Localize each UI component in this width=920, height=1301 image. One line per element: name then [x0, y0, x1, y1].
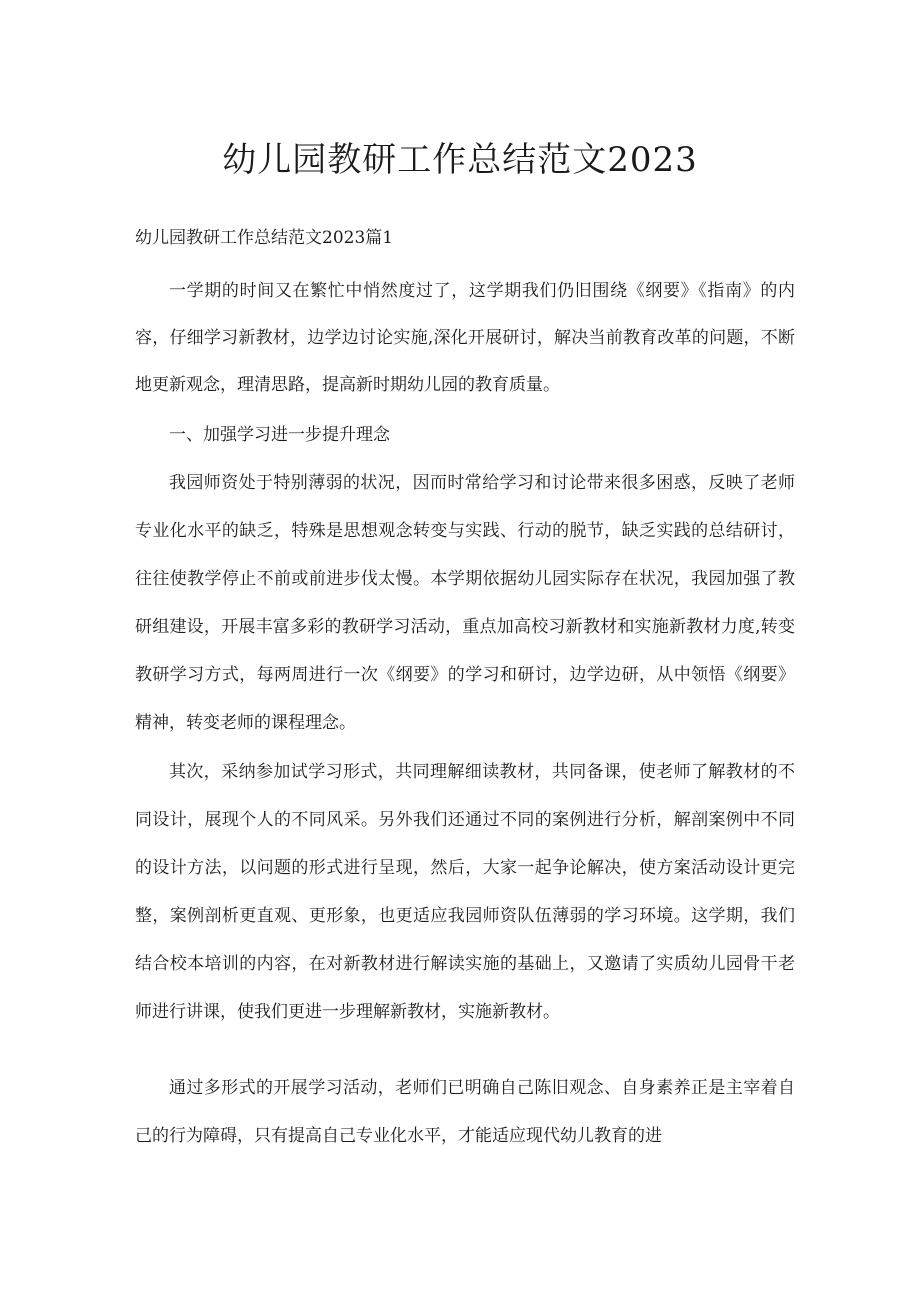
document-subtitle: 幼儿园教研工作总结范文2023篇1 — [135, 228, 394, 248]
paragraph-intro: 一学期的时间又在繁忙中悄然度过了，这学期我们仍旧围绕《纲要》《指南》的内容，仔细学习新教材，边学边讨论实施,深化开展研讨，解决当前教育改革的问题，不断地更新观念，理清思路，提高新时期幼儿园的教育质量。 — [135, 281, 795, 395]
paragraph-teacher-training: 我园师资处于特别薄弱的状况，因而时常给学习和讨论带来很多困惑，反映了老师专业化水平的缺乏，特殊是思想观念转变与实践、行动的脱节，缺乏实践的总结研讨，往往使教学停止不前或前进步伐太慢。本学期依据幼儿园实际存在状况，我园加强了教研组建设，开展丰富多彩的教研学习活动，重点加高校习新教材和实施新教材力度,转变教研学习方式，每两周进行一次《纲要》的学习和研讨，边学边研，从中领悟《纲要》精神，转变老师的课程理念。 — [135, 473, 795, 733]
paragraph-outcome: 通过多形式的开展学习活动，老师们已明确自己陈旧观念、自身素养正是主宰着自己的行为障碍，只有提高自己专业化水平，才能适应现代幼儿教育的进 — [135, 1078, 795, 1146]
paragraph-case-study: 其次，采纳参加试学习形式，共同理解细读教材，共同备课，使老师了解教材的不同设计，展现个人的不同风采。另外我们还通过不同的案例进行分析，解剖案例中不同的设计方法，以问题的形式进行呈现，然后，大家一起争论解决，使方案活动设计更完整，案例剖析更直观、更形象，也更适应我园师资队伍薄弱的学习环境。这学期，我们结合校本培训的内容，在对新教材进行解读实施的基础上，又邀请了实质幼儿园骨干老师进行讲课，使我们更进一步理解新教材，实施新教材。 — [135, 762, 795, 1022]
section-heading: 一、加强学习进一步提升理念 — [169, 425, 390, 445]
document-title: 幼儿园教研工作总结范文2023 — [222, 140, 698, 180]
